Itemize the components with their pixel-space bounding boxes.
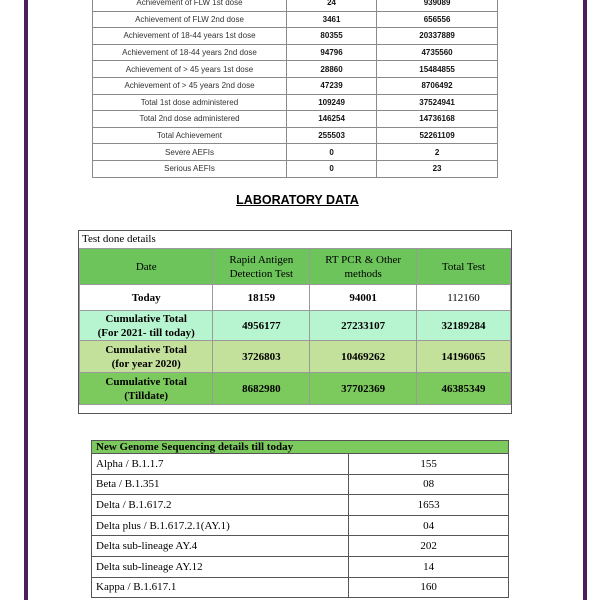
- vaccination-row: [93, 61, 498, 78]
- genome-count: 202: [349, 536, 509, 557]
- vaccination-row-label: Severe AEFIs: [93, 144, 287, 161]
- laboratory-data-title: LABORATORY DATA: [236, 193, 359, 207]
- genome-count: 155: [349, 454, 509, 475]
- rt-pcr-header: RT PCR & Other methods: [310, 249, 417, 285]
- vaccination-row-today: 24: [286, 0, 376, 11]
- vaccination-row-total: 8706492: [377, 77, 498, 94]
- cum2020-rapid: 3726803: [213, 341, 310, 373]
- genome-row: [92, 495, 509, 516]
- vaccination-row: [93, 144, 498, 161]
- genome-variant: Kappa / B.1.617.1: [92, 577, 349, 598]
- genome-variant: Beta / B.1.351: [92, 474, 349, 495]
- laboratory-table: [79, 248, 511, 405]
- genome-sequencing-table: [91, 440, 509, 598]
- vaccination-row-total: 37524941: [377, 94, 498, 111]
- today-rapid: 18159: [213, 285, 310, 311]
- cumtill-rt: 37702369: [310, 373, 417, 405]
- vaccination-row: [93, 160, 498, 177]
- vaccination-row: [93, 127, 498, 144]
- genome-variant: Delta sub-lineage AY.12: [92, 556, 349, 577]
- genome-row: [92, 474, 509, 495]
- lab-header-row: [80, 249, 511, 285]
- genome-count: 160: [349, 577, 509, 598]
- cumtill-total: 46385349: [417, 373, 511, 405]
- test-done-caption: Test done details: [82, 233, 156, 245]
- cum2020-rt: 10469262: [310, 341, 417, 373]
- vaccination-row-label: Serious AEFIs: [93, 160, 287, 177]
- vaccination-row: [93, 77, 498, 94]
- genome-variant: Delta / B.1.617.2: [92, 495, 349, 516]
- genome-title: New Genome Sequencing details till today: [92, 441, 509, 454]
- cum2021-total: 32189284: [417, 311, 511, 341]
- genome-count: 04: [349, 515, 509, 536]
- vaccination-row-today: 255503: [286, 127, 376, 144]
- page-border-right: [583, 0, 587, 600]
- genome-row: [92, 454, 509, 475]
- genome-row: [92, 536, 509, 557]
- vaccination-row-today: 0: [286, 160, 376, 177]
- vaccination-row-total: 14736168: [377, 111, 498, 128]
- genome-variant: Alpha / B.1.1.7: [92, 454, 349, 475]
- vaccination-row-today: 109249: [286, 94, 376, 111]
- vaccination-row-today: 47239: [286, 77, 376, 94]
- lab-row-cumulative-tilldate: [80, 373, 511, 405]
- cum2021-label: Cumulative Total (For 2021- till today): [80, 311, 213, 341]
- vaccination-row-label: Achievement of 18-44 years 2nd dose: [93, 44, 287, 61]
- lab-row-today: [80, 285, 511, 311]
- vaccination-row-total: 20337889: [377, 28, 498, 45]
- vaccination-row-today: 94796: [286, 44, 376, 61]
- vaccination-row-total: 939089: [377, 0, 498, 11]
- vaccination-row-today: 0: [286, 144, 376, 161]
- vaccination-row-label: Total 2nd dose administered: [93, 111, 287, 128]
- genome-variant: Delta plus / B.1.617.2.1(AY.1): [92, 515, 349, 536]
- vaccination-row: [93, 28, 498, 45]
- vaccination-row: [93, 111, 498, 128]
- genome-variant: Delta sub-lineage AY.4: [92, 536, 349, 557]
- laboratory-table-box: [78, 230, 512, 414]
- cum2020-label: Cumulative Total (for year 2020): [80, 341, 213, 373]
- today-label: Today: [80, 285, 213, 311]
- cum2020-total: 14196065: [417, 341, 511, 373]
- total-test-header: Total Test: [417, 249, 511, 285]
- cum2021-rt: 27233107: [310, 311, 417, 341]
- vaccination-row-total: 52261109: [377, 127, 498, 144]
- vaccination-row-today: 3461: [286, 11, 376, 28]
- vaccination-row-today: 80355: [286, 28, 376, 45]
- genome-row: [92, 515, 509, 536]
- lab-row-cumulative-2021: [80, 311, 511, 341]
- lab-row-cumulative-2020: [80, 341, 511, 373]
- genome-count: 14: [349, 556, 509, 577]
- rapid-antigen-header: Rapid Antigen Detection Test: [213, 249, 310, 285]
- genome-row: [92, 577, 509, 598]
- vaccination-row-total: 2: [377, 144, 498, 161]
- vaccination-row-label: Achievement of 18-44 years 1st dose: [93, 28, 287, 45]
- vaccination-row-total: 4735560: [377, 44, 498, 61]
- today-total: 112160: [417, 285, 511, 311]
- vaccination-row-total: 656556: [377, 11, 498, 28]
- date-header: Date: [80, 249, 213, 285]
- vaccination-row-label: Achievement of FLW 2nd dose: [93, 11, 287, 28]
- vaccination-row-total: 23: [377, 160, 498, 177]
- vaccination-row-label: Achievement of > 45 years 1st dose: [93, 61, 287, 78]
- vaccination-row: [93, 0, 498, 11]
- vaccination-row-today: 146254: [286, 111, 376, 128]
- cumtill-label: Cumulative Total (Tilldate): [80, 373, 213, 405]
- genome-row: [92, 556, 509, 577]
- page-border-left: [24, 0, 28, 600]
- genome-count: 1653: [349, 495, 509, 516]
- genome-header-row: [92, 441, 509, 454]
- cumtill-rapid: 8682980: [213, 373, 310, 405]
- genome-count: 08: [349, 474, 509, 495]
- vaccination-row-label: Total 1st dose administered: [93, 94, 287, 111]
- vaccination-row-label: Total Achievement: [93, 127, 287, 144]
- vaccination-row: [93, 11, 498, 28]
- vaccination-row: [93, 94, 498, 111]
- vaccination-row-label: Achievement of > 45 years 2nd dose: [93, 77, 287, 94]
- vaccination-row-today: 28860: [286, 61, 376, 78]
- vaccination-row: [93, 44, 498, 61]
- cum2021-rapid: 4956177: [213, 311, 310, 341]
- vaccination-table: [92, 0, 498, 178]
- today-rt: 94001: [310, 285, 417, 311]
- vaccination-row-label: Achievement of FLW 1st dose: [93, 0, 287, 11]
- vaccination-row-total: 15484855: [377, 61, 498, 78]
